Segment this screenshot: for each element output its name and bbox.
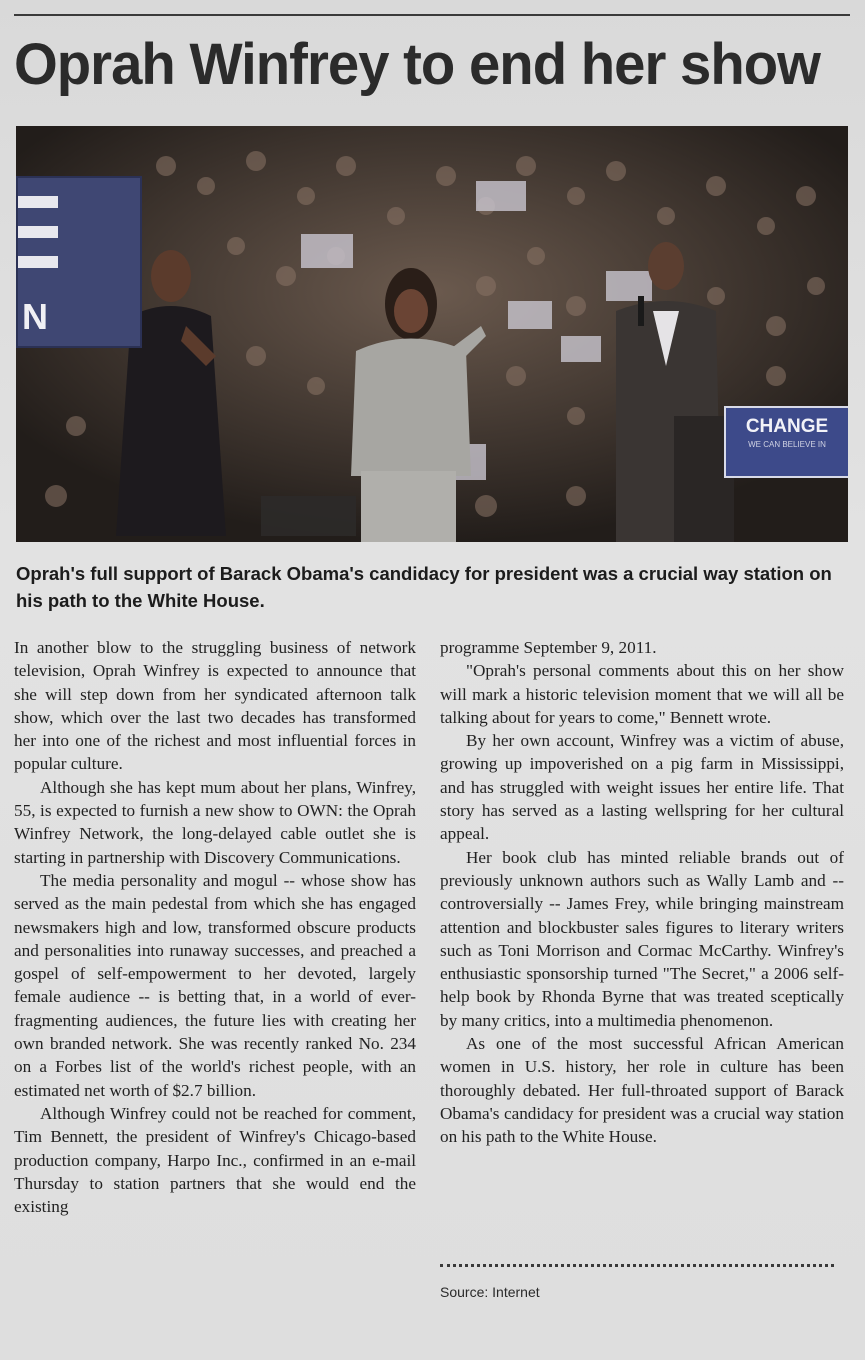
dotted-divider: [440, 1264, 834, 1267]
article-column-right: [440, 636, 844, 1149]
article-column-left: [14, 636, 416, 1218]
banner-letter: N: [22, 296, 48, 337]
banner-stripe: [18, 256, 58, 268]
campaign-banner: [16, 176, 142, 348]
banner-stripe: [18, 196, 58, 208]
paragraph: "Oprah's personal comments about this on her show will mark a historic television moment that we will all be talking about for years to come," Bennett wrote.: [440, 661, 844, 727]
paragraph: In another blow to the struggling business of network television, Oprah Winfrey is expected to announce that she will step down from her syndicated afternoon talk show, which over the last two decades has transformed her into one of the richest and most influential forces in popular culture.: [14, 638, 416, 774]
change-sign-subtitle: WE CAN BELIEVE IN: [748, 440, 826, 449]
article-photo: [16, 126, 848, 542]
paragraph: The media personality and mogul -- whose show has served as the main pedestal from which she has engaged newsmakers high and low, transformed obscure products and personalities into runaway successes, and preached a gospel of self-empowerment to her devoted, largely female audience -- is betting that, in a world of ever-fragmenting audiences, the future lies with creating her own branded network. She was recently ranked No. 234 on a Forbes list of the world's richest people, with an estimated net worth of $2.7 billion.: [14, 870, 416, 1100]
source-credit: Source: Internet: [440, 1284, 540, 1300]
banner-stripe: [18, 226, 58, 238]
paragraph: Although Winfrey could not be reached for comment, Tim Bennett, the president of Winfrey's Chicago-based production company, Harpo Inc., confirmed in an e-mail Thursday to station partners that she would end the existing: [14, 1103, 416, 1217]
change-sign-title: CHANGE: [745, 416, 829, 437]
paragraph: Although she has kept mum about her plans, Winfrey, 55, is expected to furnish a new show to OWN: the Oprah Winfrey Network, the long-delayed cable outlet she is starting in partnership with Discovery Communications.: [14, 777, 416, 867]
paragraph: Her book club has minted reliable brands out of previously unknown authors such as Wally Lamb and -- controversially -- James Frey, while bringing mainstream attention and blockbuster sales figures to literary writers such as Toni Morrison and Cormac McCarthy. Winfrey's enthusiastic sponsorship turned "The Secret," a 2006 self-help book by Rhonda Byrne that was treated sceptically by many critics, into a multimedia phenomenon.: [440, 847, 844, 1030]
paragraph: As one of the most successful African American women in U.S. history, her role in culture has been thoroughly debated. Her full-throated support of Barack Obama's candidacy for president was a crucial way station on his path to the White House.: [440, 1034, 844, 1147]
change-sign: [724, 406, 848, 478]
photo-caption: Oprah's full support of Barack Obama's candidacy for president was a crucial way station on his path to the White House.: [16, 563, 832, 611]
paragraph: By her own account, Winfrey was a victim of abuse, growing up impoverished on a pig farm in Mississippi, and has struggled with weight issues her entire life. That story has served as a lasting wellspring for her cultural appeal.: [440, 731, 844, 844]
headline: Oprah Winfrey to end her show: [14, 32, 820, 97]
top-rule: [14, 14, 850, 16]
paragraph: programme September 9, 2011.: [440, 638, 657, 657]
